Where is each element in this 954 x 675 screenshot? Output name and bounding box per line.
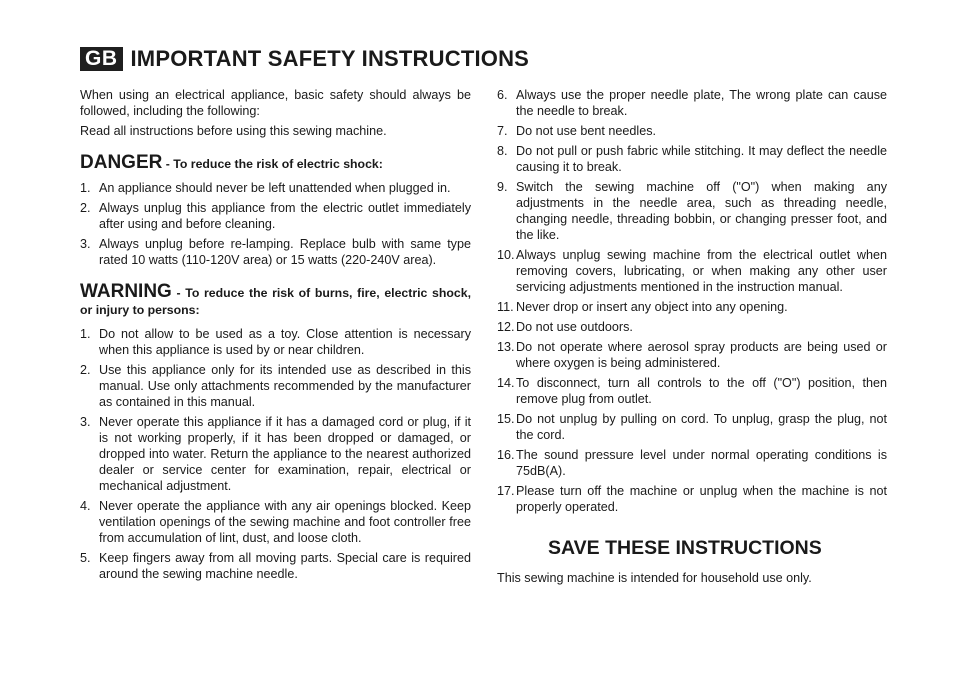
item-number: 12. [497, 320, 515, 334]
right-column [497, 87, 887, 590]
intro-read-all: Read all instructions before using this sewing machine. [80, 124, 387, 138]
list-item [80, 498, 471, 546]
item-text: Use this appliance only for its intended use as described in this manual. Use only attachments recommended by the manufacturer as contained in this manual. [99, 363, 471, 409]
item-text: Please turn off the machine or unplug when the machine is not properly operated. [516, 484, 887, 514]
item-number: 1. [80, 327, 91, 341]
warning-subtitle: - To reduce the risk of burns, fire, electric shock, or injury to persons: [80, 286, 471, 317]
list-item [497, 411, 887, 443]
warning-list [80, 326, 471, 582]
list-item [497, 375, 887, 407]
item-text: Do not use outdoors. [516, 320, 633, 334]
danger-list [80, 180, 471, 268]
item-number: 1. [80, 181, 91, 195]
danger-heading [80, 154, 471, 173]
item-text: Do not unplug by pulling on cord. To unplug, grasp the plug, not the cord. [516, 412, 887, 442]
item-number: 2. [80, 363, 91, 377]
item-text: Always unplug before re-lamping. Replace bulb with same type rated 10 watts (110-120V area) or 15 watts (220-240V area). [99, 237, 471, 267]
item-text: Never drop or insert any object into any opening. [516, 300, 788, 314]
left-column [80, 87, 471, 586]
list-item [497, 319, 887, 335]
item-number: 15. [497, 412, 515, 426]
item-text: Never operate the appliance with any air openings blocked. Keep ventilation openings of the sewing machine and foot controller free from accumulation of lint, dust, and loose cloth. [99, 499, 471, 545]
item-text: The sound pressure level under normal operating conditions is 75dB(A). [516, 448, 887, 478]
list-item [497, 123, 887, 139]
list-item [497, 179, 887, 243]
item-number: 8. [497, 144, 508, 158]
item-text: Always unplug sewing machine from the electrical outlet when removing covers, lubricating, or when making any other user servicing adjustments mentioned in the instruction manual. [516, 248, 887, 294]
item-number: 3. [80, 415, 91, 429]
item-number: 13. [497, 340, 515, 354]
save-instructions-title: SAVE THESE INSTRUCTIONS [548, 537, 822, 559]
item-text: Keep fingers away from all moving parts. Special care is required around the sewing machine needle. [99, 551, 471, 581]
item-text: Do not operate where aerosol spray products are being used or where oxygen is being administered. [516, 340, 887, 370]
item-text: Do not use bent needles. [516, 124, 657, 138]
item-number: 7. [497, 124, 508, 138]
item-text: Do not allow to be used as a toy. Close attention is necessary when this appliance is used by or near children. [99, 327, 471, 357]
list-item [80, 326, 471, 358]
intro-paragraph: When using an electrical appliance, basic safety should always be followed, including the following: [80, 88, 471, 118]
list-item [80, 236, 471, 268]
item-text: Switch the sewing machine off ("O") when making any adjustments in the needle area, such as threading needle, changing needle, threading bobbin, or changing presser foot, and the like. [516, 180, 887, 242]
household-use-note: This sewing machine is intended for household use only. [497, 571, 812, 585]
list-item [80, 550, 471, 582]
item-text: To disconnect, turn all controls to the off ("O") position, then remove plug from outlet. [516, 376, 887, 406]
warning-heading [80, 283, 471, 319]
item-number: 9. [497, 180, 508, 194]
item-number: 16. [497, 448, 515, 462]
list-item [80, 362, 471, 410]
list-item [497, 143, 887, 175]
item-number: 5. [80, 551, 91, 565]
page-title: IMPORTANT SAFETY INSTRUCTIONS [130, 46, 530, 71]
list-item [497, 339, 887, 371]
list-item [80, 414, 471, 494]
list-item [497, 247, 887, 295]
item-text: Always unplug this appliance from the electric outlet immediately after using and before cleaning. [99, 201, 471, 231]
item-number: 14. [497, 376, 515, 390]
list-item [497, 483, 887, 515]
item-number: 11. [497, 300, 514, 314]
item-text: Never operate this appliance if it has a damaged cord or plug, if it is not working properly, if it has been dropped or damaged, or dropped into water. Return the appliance to the nearest authorized dealer or service center for examination, repair, electrical or mechanical adjustment. [99, 415, 471, 493]
item-number: 3. [80, 237, 91, 251]
danger-subtitle: - To reduce the risk of electric shock: [162, 157, 383, 171]
page-header [80, 44, 529, 74]
list-item [497, 87, 887, 119]
item-number: 17. [497, 484, 515, 498]
list-item [497, 447, 887, 479]
list-item [80, 200, 471, 232]
list-item [497, 299, 887, 315]
language-badge: GB [80, 47, 123, 71]
item-number: 6. [497, 88, 508, 102]
list-item [80, 180, 471, 196]
item-text: Do not pull or push fabric while stitching. It may deflect the needle causing it to break. [516, 144, 887, 174]
danger-title: DANGER [80, 152, 163, 173]
continued-list [497, 87, 887, 515]
item-number: 10. [497, 248, 515, 262]
item-number: 4. [80, 499, 91, 513]
item-text: An appliance should never be left unattended when plugged in. [99, 181, 451, 195]
warning-title: WARNING [80, 281, 172, 302]
item-number: 2. [80, 201, 91, 215]
item-text: Always use the proper needle plate, The wrong plate can cause the needle to break. [516, 88, 887, 118]
